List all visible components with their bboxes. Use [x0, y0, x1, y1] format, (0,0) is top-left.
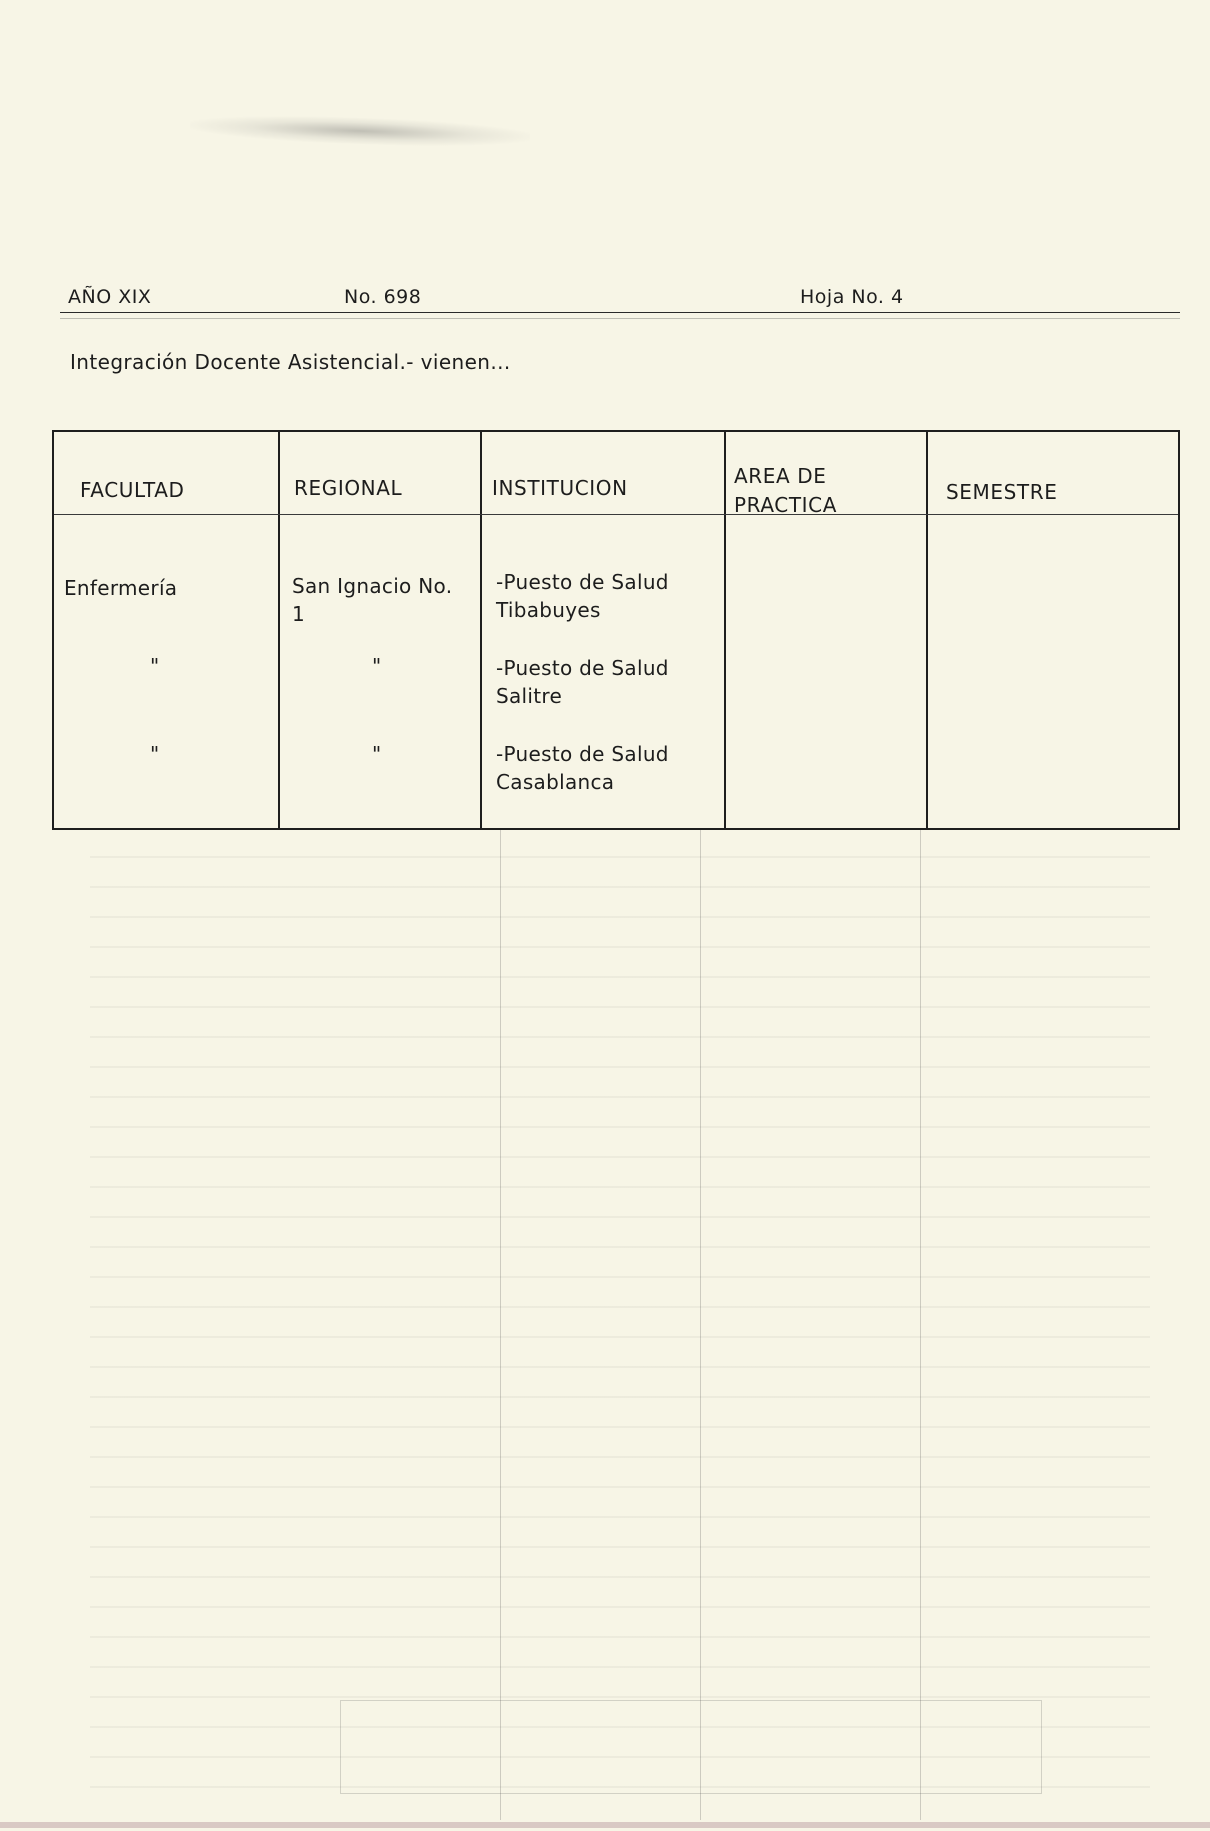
- reverse-side-rule: [500, 830, 501, 1820]
- cell-facultad: Enfermería: [64, 576, 178, 600]
- cell-regional-ditto: ": [372, 654, 382, 678]
- issue-number: No. 698: [344, 286, 422, 308]
- practice-table: [52, 430, 1180, 830]
- cell-regional-ditto: ": [372, 742, 382, 766]
- column-header-semestre: SEMESTRE: [946, 480, 1058, 504]
- cell-facultad-ditto: ": [150, 742, 160, 766]
- reverse-side-rule: [700, 830, 701, 1820]
- column-header-area-de-practica: AREA DE PRACTICA: [734, 464, 838, 517]
- column-divider: [724, 432, 726, 828]
- cell-institucion: -Puesto de Salud Casablanca: [496, 742, 669, 794]
- sheet-number: Hoja No. 4: [800, 286, 904, 308]
- column-divider: [278, 432, 280, 828]
- ink-smudge: [190, 112, 531, 150]
- section-subtitle: Integración Docente Asistencial.- vienen...: [70, 350, 511, 374]
- reverse-side-rule: [920, 830, 921, 1820]
- column-divider: [480, 432, 482, 828]
- issue-year: AÑO XIX: [68, 286, 152, 308]
- header-rule-faint: [60, 318, 1180, 319]
- cell-institucion: -Puesto de Salud Salitre: [496, 656, 669, 708]
- page-edge: [0, 1822, 1210, 1828]
- cell-institucion: -Puesto de Salud Tibabuyes: [496, 570, 669, 622]
- header-divider: [54, 514, 1178, 515]
- reverse-side-box: [340, 1700, 1042, 1794]
- header-rule: [60, 312, 1180, 313]
- column-header-institucion: INSTITUCION: [492, 476, 628, 500]
- reverse-side-show-through: [90, 830, 1150, 1810]
- column-header-facultad: FACULTAD: [80, 478, 185, 502]
- cell-facultad-ditto: ": [150, 654, 160, 678]
- column-header-regional: REGIONAL: [294, 476, 403, 500]
- cell-regional: San Ignacio No. 1: [292, 574, 453, 626]
- column-divider: [926, 432, 928, 828]
